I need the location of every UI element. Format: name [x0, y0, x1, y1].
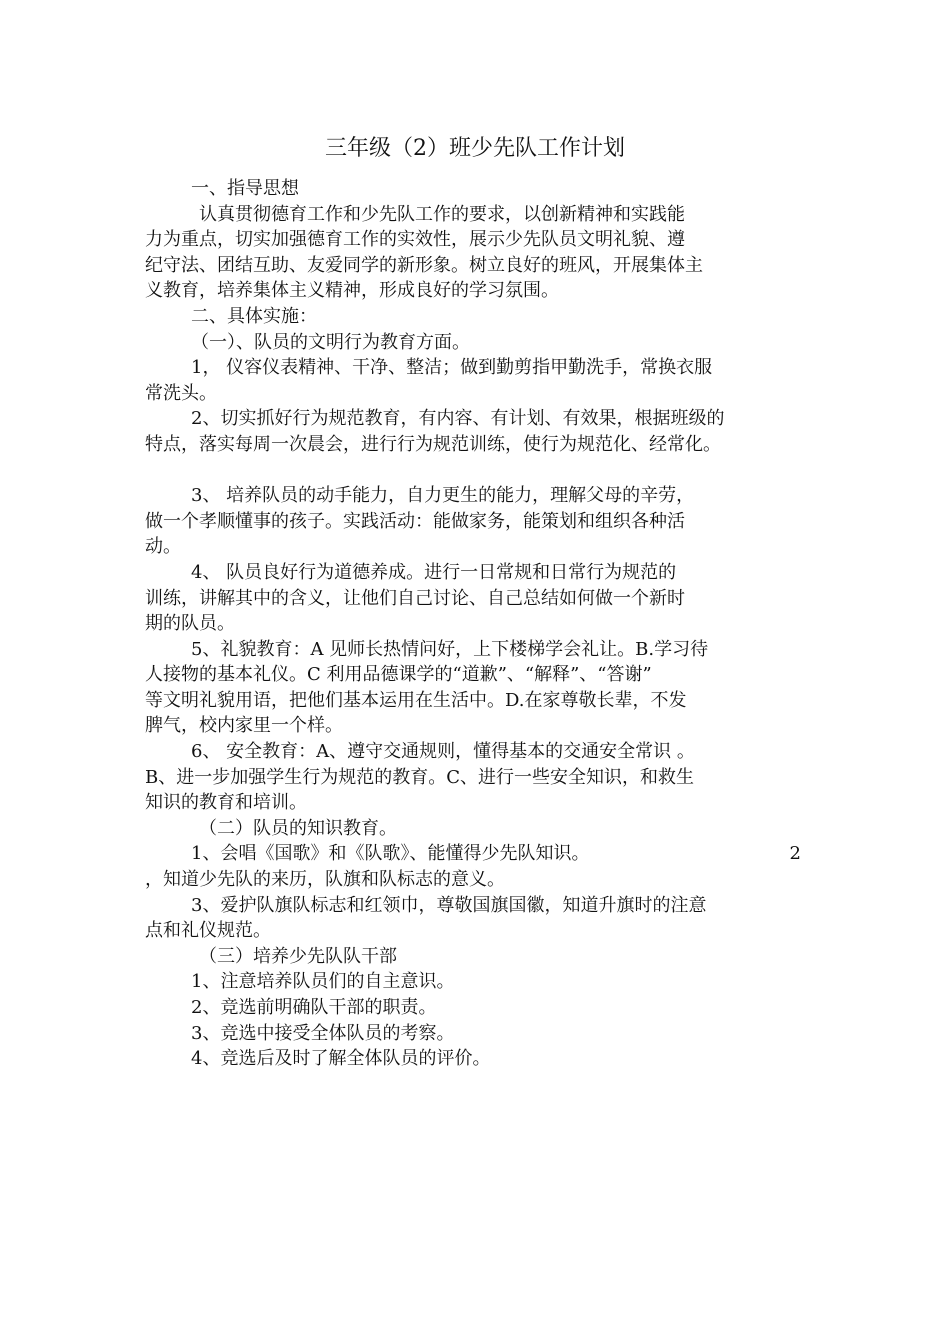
list-item-line: 3、竞选中接受全体队员的考察。 — [191, 1022, 455, 1044]
list-item-line: 动。 — [145, 536, 181, 558]
list-item-line: B、进一步加强学生行为规范的教育。C、进行一些安全知识，和救生 — [145, 766, 694, 788]
subsection-heading-knowledge: （二）队员的知识教育。 — [199, 817, 397, 839]
list-item-line: 4、竞选后及时了解全体队员的评价。 — [191, 1048, 491, 1070]
list-item-line: 4、 队员良好行为道德养成。进行一日常规和日常行为规范的 — [191, 561, 677, 583]
list-item-line: 6、 安全教育：A、遵守交通规则，懂得基本的交通安全常识 。 — [191, 741, 695, 763]
list-item-line: 2、切实抓好行为规范教育，有内容、有计划、有效果，根据班级的 — [191, 408, 725, 430]
list-item-line: 3、 培养队员的动手能力，自力更生的能力，理解父母的辛劳， — [191, 485, 695, 507]
list-item-line: 特点，落实每周一次晨会，进行行为规范训练，使行为规范化、经常化。 — [145, 433, 721, 455]
paragraph-line: 认真贯彻德育工作和少先队工作的要求，以创新精神和实践能 — [199, 203, 685, 225]
paragraph-line: 力为重点，切实加强德育工作的实效性，展示少先队员文明礼貌、遵 — [145, 229, 685, 251]
section-heading-guiding-thought: 一、指导思想 — [191, 178, 299, 199]
document-body — [145, 176, 825, 1072]
list-item-line: 1、注意培养队员们的自主意识。 — [191, 971, 455, 993]
blank-line — [145, 458, 825, 484]
list-item-line: 2、竞选前明确队干部的职责。 — [191, 997, 437, 1018]
subsection-heading-behavior: （一）、队员的文明行为教育方面。 — [191, 331, 470, 353]
knowledge-item-row — [145, 841, 825, 867]
subsection-heading-cadres: （三）培养少先队队干部 — [199, 945, 397, 967]
list-item-line: 5、礼貌教育：A 见师长热情问好，上下楼梯学会礼让。B.学习待 — [191, 638, 709, 660]
list-item-line: 训练，讲解其中的含义，让他们自己讨论、自己总结如何做一个新时 — [145, 587, 685, 609]
section-heading-implementation: 二、具体实施： — [191, 305, 317, 327]
list-item-number: 2 — [789, 843, 801, 865]
list-item-line: 期的队员。 — [145, 613, 235, 635]
list-item-line: 1， 仪容仪表精神、干净、整洁；做到勤剪指甲勤洗手，常换衣服 — [191, 357, 713, 379]
list-item-line: ，知道少先队的来历，队旗和队标志的意义。 — [145, 869, 505, 891]
list-item-line: 人接物的基本礼仪。C 利用品德课学的“道歉”、“解释”、“答谢” — [145, 664, 652, 686]
document-title: 三年级（2）班少先队工作计划 — [325, 136, 625, 161]
list-item-line: 点和礼仪规范。 — [145, 920, 271, 942]
list-item-line: 常洗头。 — [145, 382, 217, 404]
list-item-line: 等文明礼貌用语，把他们基本运用在生活中。D.在家尊敬长辈，不发 — [145, 689, 687, 711]
list-item-line: 知识的教育和培训。 — [145, 792, 307, 814]
paragraph-line: 纪守法、团结互助、友爱同学的新形象。树立良好的班风，开展集体主 — [145, 254, 703, 276]
list-item-line: 1、会唱《国歌》和《队歌》、能懂得少先队知识。 — [191, 843, 590, 865]
list-item-line: 脾气，校内家里一个样。 — [145, 715, 343, 737]
list-item-line: 3、爱护队旗队标志和红领巾，尊敬国旗国徽，知道升旗时的注意 — [191, 894, 707, 916]
paragraph-line: 义教育，培养集体主义精神，形成良好的学习氛围。 — [145, 280, 559, 302]
list-item-line: 做一个孝顺懂事的孩子。实践活动：能做家务，能策划和组织各种活 — [145, 510, 685, 532]
